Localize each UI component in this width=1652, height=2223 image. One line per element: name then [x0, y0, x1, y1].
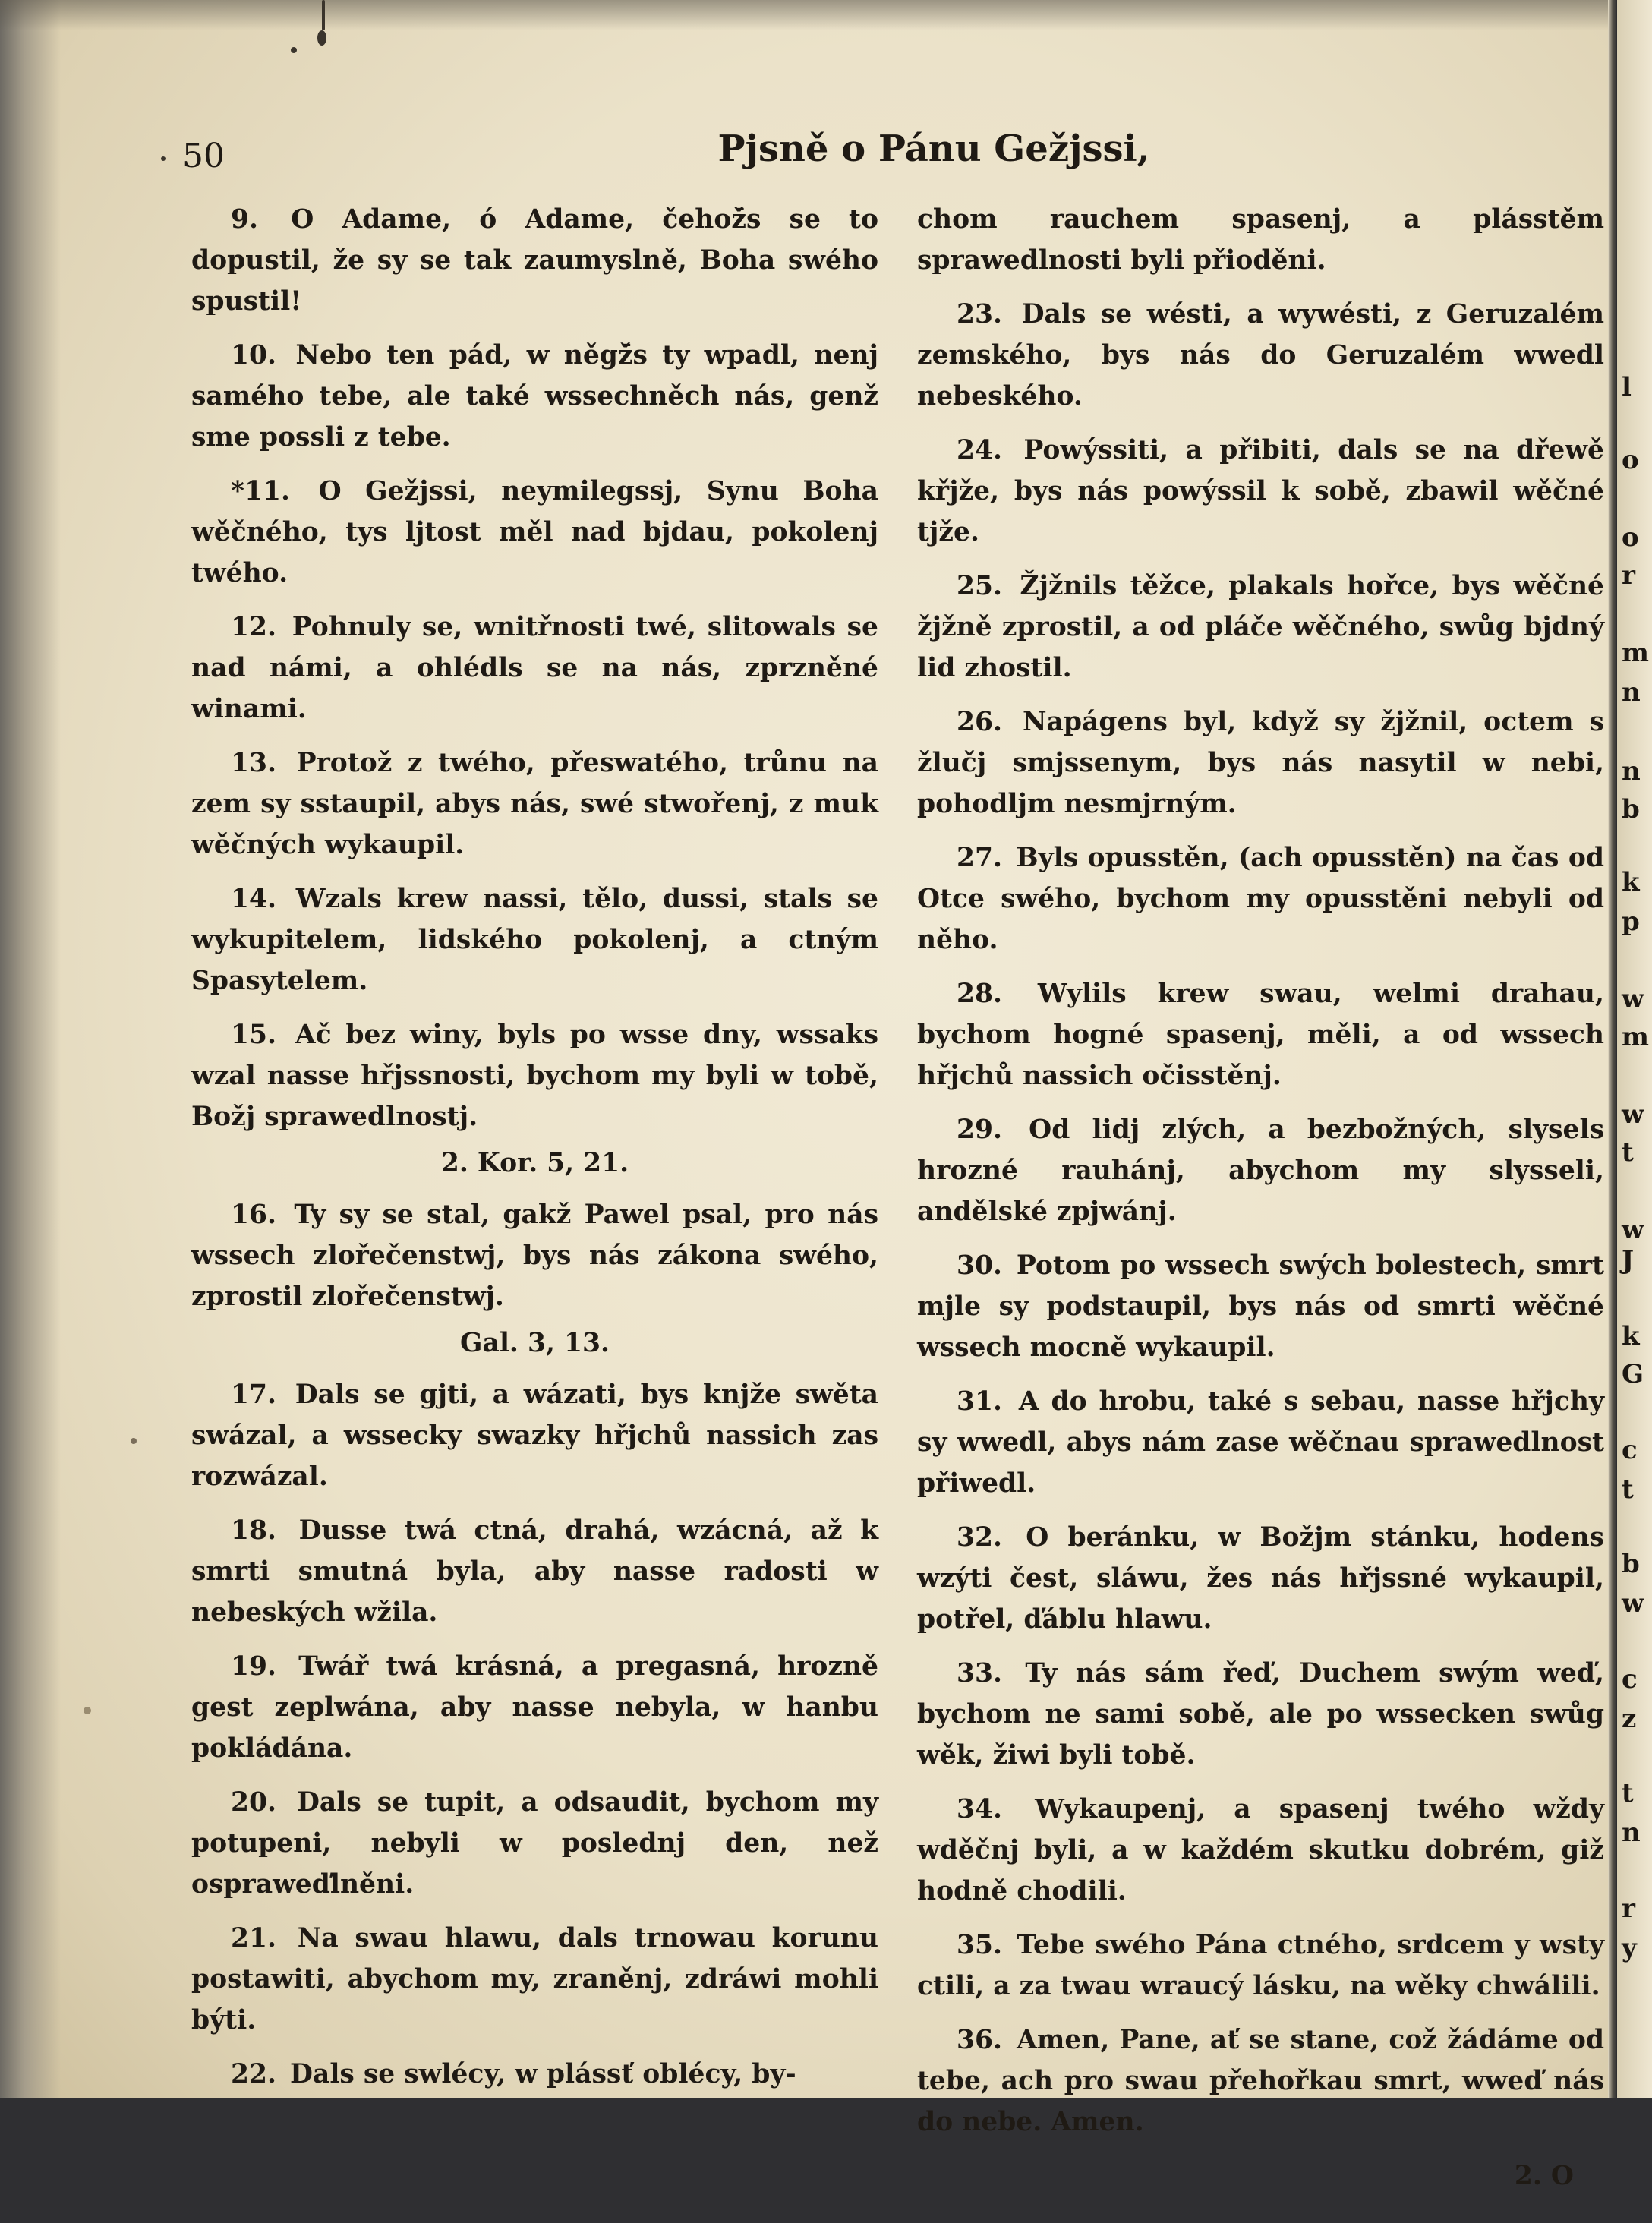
ink-spot	[131, 1438, 137, 1444]
verse	[917, 430, 1604, 553]
verse	[917, 294, 1604, 417]
scripture-reference: 2. Kor. 5, 21.	[440, 1148, 629, 1178]
verse	[917, 1245, 1604, 1368]
verse-number: 32.	[957, 1522, 1003, 1553]
edge-fragment: t	[1622, 1137, 1634, 1168]
verse-number: 22.	[231, 2059, 277, 2089]
verse	[917, 837, 1604, 960]
page-number: 50	[182, 137, 225, 175]
verse-number: 13.	[231, 748, 277, 778]
running-head: Pjsně o Pánu Gežjssi,	[717, 128, 1150, 170]
verse-number: 15.	[231, 1020, 277, 1050]
verse	[917, 702, 1604, 825]
edge-fragment: G	[1622, 1359, 1644, 1389]
verse	[917, 2020, 1604, 2143]
verse	[191, 335, 878, 458]
verse	[191, 2054, 878, 2095]
edge-fragment: w	[1622, 1588, 1644, 1619]
verse-text: Tebe swého Pána ctného, srdcem y wsty ctili, a za twau wraucý lásku, na wěky chwálili.	[917, 1930, 1604, 2001]
ink-spot	[317, 30, 326, 46]
verse-text: Ty nás sám řeď, Duchem swým weď, bychom ne sami sobě, ale po wssecken swůg wěk, žiwi byli tobě.	[917, 1658, 1604, 1771]
verse-number: 36.	[957, 2025, 1003, 2055]
verse-number: 16.	[231, 1200, 277, 1230]
verse-number: 10.	[231, 340, 277, 370]
edge-fragment: c	[1622, 1664, 1638, 1695]
verse	[191, 1014, 878, 1137]
verse	[191, 1646, 878, 1769]
edge-fragment: m	[1622, 1022, 1649, 1052]
verse-text: Napágens byl, když sy žjžnil, octem s žlučj smjssenym, bys nás nasytil w nebi, pohodljm nesmjrným.	[917, 707, 1604, 819]
edge-fragment: r	[1622, 560, 1635, 591]
verse-text: Dals se wésti, a wywésti, z Geruzalém zemského, bys nás do Geruzalém wwedl nebeského.	[917, 299, 1604, 411]
verse-number: 30.	[957, 1250, 1003, 1281]
verse-text: Ač bez winy, byls po wsse dny, wssaks wzal nasse hřjssnosti, bychom my byli w tobě, Božj sprawedlnostj.	[191, 1020, 878, 1132]
edge-fragment: p	[1622, 907, 1640, 937]
verse-number: 17.	[231, 1380, 277, 1410]
verse	[917, 1109, 1604, 1232]
verse-text: Wykaupenj, a spasenj twého wždy wděčnj byli, a w každém skutku dobrém, giž hodně chodili.	[917, 1794, 1604, 1906]
verse-number: 27.	[957, 843, 1003, 873]
verse-text: Dals se tupit, a odsaudit, bychom my potupeni, nebyli w poslednj den, než ospraweďlněni.	[191, 1787, 878, 1900]
verse-text: Amen, Pane, ať se stane, což žádáme od tebe, ach pro swau přehořkau smrt, wweď nás do nebe. Amen.	[917, 2025, 1604, 2137]
verse-number: 18.	[231, 1515, 277, 1546]
edge-fragment: y	[1622, 1933, 1637, 1963]
verse-text: Dusse twá ctná, drahá, wzácná, až k smrti smutná byla, aby nasse radosti w nebeských wžila.	[191, 1515, 879, 1628]
verse	[917, 1789, 1604, 1912]
edge-fragment: k	[1622, 867, 1640, 897]
ink-spot	[161, 156, 166, 161]
verse	[191, 1194, 878, 1317]
verse-continuation: chom rauchem spasenj, a plásstěm sprawedlnosti byli přioděni.	[917, 204, 1604, 276]
verse-number: 14.	[231, 884, 277, 914]
scripture-reference: Gal. 3, 13.	[460, 1328, 610, 1358]
verse	[191, 878, 878, 1001]
verse-number: 31.	[957, 1386, 1003, 1417]
edge-fragment: b	[1622, 794, 1640, 825]
verse	[191, 1918, 878, 2041]
verse-text: Od lidj zlých, a bezbožných, slysels hrozné rauhánj, abychom my slysseli, andělské zpjwánj.	[917, 1115, 1604, 1227]
verse-number: 24.	[957, 435, 1003, 465]
verse-text: Ty sy se stal, gakž Pawel psal, pro nás wssech zlořečenstwj, bys nás zákona swého, zprostil zlořečenstwj.	[191, 1200, 878, 1312]
verse	[917, 1381, 1604, 1504]
verse	[191, 1374, 878, 1497]
verse-text: Protož z twého, přeswatého, trůnu na zem sy sstaupil, abys nás, swé stwořenj, z muk wěčných wykaupil.	[191, 748, 878, 860]
edge-fragment: n	[1622, 677, 1641, 708]
edge-fragment: n	[1622, 1818, 1641, 1848]
verse-number: *11.	[231, 476, 291, 506]
verse-number: 35.	[957, 1930, 1003, 1960]
verse-number: 9.	[231, 204, 259, 235]
book-spine	[1608, 0, 1617, 2098]
catchword: 2. O	[1514, 2161, 1574, 2191]
verse-text: Twář twá krásná, a pregasná, hrozně gest zeplwána, aby nasse nebyla, w hanbu pokládána.	[191, 1651, 879, 1764]
verse	[191, 199, 878, 322]
verse-text: A do hrobu, také s sebau, nasse hřjchy sy wwedl, abys nám zase wěčnau sprawedlnost přiwedl.	[917, 1386, 1604, 1499]
verse	[191, 471, 878, 594]
edge-fragment: J	[1622, 1245, 1635, 1275]
edge-fragment: t	[1622, 1474, 1634, 1505]
verse	[191, 1782, 878, 1905]
verse-number: 12.	[231, 612, 277, 642]
verse-text: Dals se swlécy, w plássť oblécy, by-	[290, 2059, 796, 2089]
verse	[191, 607, 878, 730]
verse-number: 20.	[231, 1787, 277, 1818]
edge-fragment: o	[1622, 445, 1639, 475]
verse	[917, 566, 1604, 689]
verse-text: O Adame, ó Adame, čehož̄s se to dopustil, že sy se tak zaumyslně, Boha swého spustil!	[191, 204, 878, 317]
edge-fragment: w	[1622, 1099, 1644, 1130]
left-column	[191, 199, 878, 2108]
edge-fragment: z	[1622, 1704, 1637, 1734]
ink-spot	[84, 1707, 91, 1714]
verse-text: Dals se gjti, a wázati, bys knjže swěta swázal, a wssecky swazky hřjchů nassich zas rozwázal.	[191, 1380, 878, 1492]
page-gutter-shadow	[0, 0, 61, 2098]
verse-number: 23.	[957, 299, 1003, 330]
edge-fragment: m	[1622, 638, 1649, 668]
page-top-shadow	[0, 0, 1652, 30]
edge-fragment: r	[1622, 1893, 1635, 1924]
verse	[917, 1925, 1604, 2007]
ink-spot	[291, 47, 297, 53]
verse	[917, 973, 1604, 1096]
verse-text: Powýssiti, a přibiti, dals se na dřewě křjže, bys nás powýssil k sobě, zbawil wěčné tjže.	[917, 435, 1605, 547]
verse-number: 21.	[231, 1923, 277, 1953]
verse-text: Wzals krew nassi, tělo, dussi, stals se wykupitelem, lidského pokolenj, a ctným Spasytelem.	[191, 884, 878, 996]
edge-fragment: l	[1622, 372, 1632, 402]
verse-number: 34.	[957, 1794, 1003, 1824]
verse-number: 28.	[957, 979, 1003, 1009]
verse	[917, 1653, 1604, 1776]
edge-fragment: w	[1622, 984, 1644, 1014]
right-column	[917, 199, 1604, 2223]
verse-text: O beránku, w Božjm stánku, hodens wzýti čest, sláwu, žes nás hřjssné wykaupil, potřel, ďáblu hlawu.	[917, 1522, 1604, 1635]
verse-text: Na swau hlawu, dals trnowau korunu postawiti, abychom my, zraněnj, zdráwi mohli býti.	[191, 1923, 878, 2035]
verse-number: 25.	[957, 571, 1003, 601]
verse-number: 19.	[231, 1651, 277, 1682]
verse	[191, 743, 878, 866]
verse-number: 29.	[957, 1115, 1003, 1145]
verse-text: Potom po wssech swých bolestech, smrt mjle sy podstaupil, bys nás od smrti wěčné wssech mocně wykaupil.	[917, 1250, 1604, 1363]
verse-number: 33.	[957, 1658, 1003, 1689]
edge-fragment: o	[1622, 522, 1639, 553]
edge-fragment: w	[1622, 1215, 1644, 1245]
adjacent-page-edge	[1617, 0, 1652, 2098]
verse-text: Wylils krew swau, welmi drahau, bychom hogné spasenj, měli, a od wssech hřjchů nassich očisstěnj.	[917, 979, 1605, 1091]
edge-fragment: k	[1622, 1321, 1640, 1351]
verse-text: Pohnuly se, wnitřnosti twé, slitowals se nad námi, a ohlédls se na nás, zprzněné winami.	[191, 612, 879, 724]
verse	[191, 1510, 878, 1633]
ink-spot	[322, 0, 325, 30]
verse-number: 26.	[957, 707, 1003, 737]
edge-fragment: c	[1622, 1435, 1638, 1465]
verse	[917, 1517, 1604, 1640]
verse-text: Byls opusstěn, (ach opusstěn) na čas od Otce swého, bychom my opusstěni nebyli od něho.	[917, 843, 1604, 955]
edge-fragment: n	[1622, 756, 1641, 787]
verse-text: O Gežjssi, neymilegssj, Synu Boha wěčného, tys ljtost měl nad bjdau, pokolenj twého.	[191, 476, 878, 588]
edge-fragment: b	[1622, 1549, 1640, 1579]
edge-fragment: t	[1622, 1778, 1634, 1808]
verse-text: Žjžnils těžce, plakals hořce, bys wěčné žjžně zprostil, a od pláče wěčného, swůg bjdný lid zhostil.	[917, 571, 1604, 683]
verse-text: Nebo ten pád, w něgž̄s ty wpadl, nenj samého tebe, ale také wssechněch nás, genž sme possli z tebe.	[191, 340, 878, 452]
